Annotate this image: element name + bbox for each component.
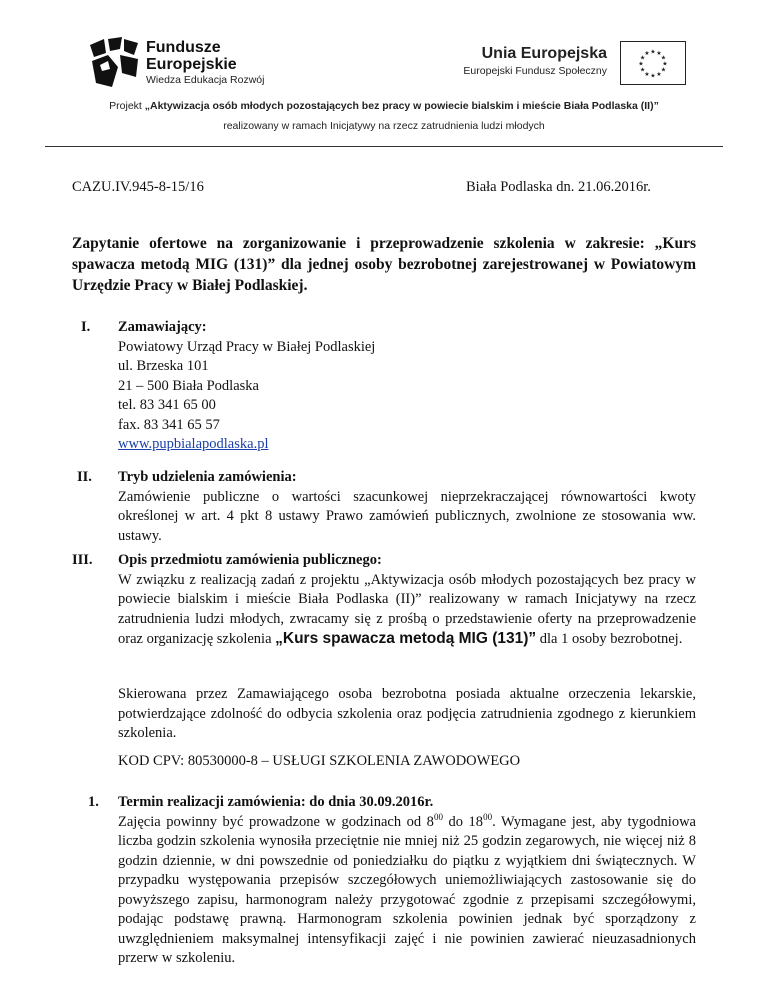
section-2 <box>118 468 696 546</box>
hour-sup-start: 00 <box>433 811 443 822</box>
section-1-number: I. <box>81 319 91 335</box>
eu-star-icon: ★ <box>644 50 650 58</box>
document-signature: CAZU.IV.945-8-15/16 <box>72 179 204 195</box>
eu-star-icon: ★ <box>662 60 668 68</box>
eu-star-icon: ★ <box>639 66 646 74</box>
item-1-heading: Termin realizacji zamówienia: do dnia 30.09.2016r. <box>118 794 434 810</box>
section-3-number: III. <box>72 552 93 568</box>
document-title: Zapytanie ofertowe na zorganizowanie i przeprowadzenie szkolenia w zakresie: „Kurs spawacza metodą MIG (131)” dla jednej osoby bezrobotnej zarejestrowanej w Powiatowym Urzędzie Pracy w Białej Podlaskiej. <box>72 235 696 294</box>
document-date: Biała Podlaska dn. 21.06.2016r. <box>466 179 651 195</box>
eu-star-icon: ★ <box>638 60 644 68</box>
eu-star-icon: ★ <box>660 54 667 62</box>
section-1-line: ul. Brzeska 101 <box>118 358 209 374</box>
course-name: „Kurs spawacza metodą MIG (131)” <box>275 630 537 647</box>
section-2-number: II. <box>77 469 92 485</box>
eu-star-icon: ★ <box>656 50 662 58</box>
cpv-code: KOD CPV: 80530000-8 – USŁUGI SZKOLENIA ZAWODOWEGO <box>118 753 521 769</box>
project-line-2: realizowany w ramach Inicjatywy na rzecz zatrudnienia ludzi młodych <box>223 120 545 132</box>
item-1-number: 1. <box>88 794 99 810</box>
section-3-p1-start: W związku z realizacją zadań z projektu „Aktywizacja osób młodych pozostających bez pracy w powiecie bialskim i mieście Biała Podlaska (II)” realizowany w ramach Inicjatywy na rzecz zatrudnienia ludzi młodych, zwracamy się z prośbą o przedstawienie oferty na przeprowadzenie oraz organizację szkolenia <box>118 571 696 647</box>
section-1-line: tel. 83 341 65 00 <box>118 397 216 413</box>
item-1-text-a: Zajęcia powinny być prowadzone w godzinach od 8 <box>118 813 434 830</box>
section-1-heading: Zamawiający: <box>118 319 207 335</box>
eu-star-icon: ★ <box>650 72 656 80</box>
section-2-text: Zamówienie publiczne o wartości szacunkowej nieprzekraczającej równowartości kwoty określonej w art. 4 pkt 8 ustawy Prawo zamówień publicznych, zwolnione ze stosowania ww. ustawy. <box>118 488 696 544</box>
eu-star-icon: ★ <box>639 54 646 62</box>
section-1-line: Powiatowy Urząd Pracy w Białej Podlaskiej <box>118 338 376 355</box>
item-1-text-b: do 18 <box>442 813 484 830</box>
section-2-heading: Tryb udzielenia zamówienia: <box>118 469 297 485</box>
eu-star-icon: ★ <box>650 48 656 56</box>
ue-logo-line2: Europejski Fundusz Społeczny <box>463 65 607 77</box>
project-name: „Aktywizacja osób młodych pozostających bez pracy w powiecie bialskim i mieście Biała Podlaska (II)” <box>144 100 659 112</box>
section-1 <box>118 318 696 455</box>
eu-star-icon: ★ <box>660 66 667 74</box>
fundusze-europejskie-logo <box>88 37 298 92</box>
section-3-heading: Opis przedmiotu zamówienia publicznego: <box>118 552 382 568</box>
hour-sup-end: 00 <box>483 811 493 822</box>
website-link[interactable]: www.pupbialapodlaska.pl <box>118 436 269 452</box>
section-3 <box>118 551 696 650</box>
project-line <box>0 100 768 112</box>
section-1-line: 21 – 500 Biała Podlaska <box>118 377 259 394</box>
fe-logo-line3: Wiedza Edukacja Rozwój <box>146 74 265 86</box>
eu-flag-icon <box>620 41 686 85</box>
fe-logo-line2: Europejskie <box>146 56 237 73</box>
section-3-paragraph-2: Skierowana przez Zamawiającego osoba bezrobotna posiada aktualne orzeczenia lekarskie, potwierdzające zdolność do odbycia szkolenia oraz podjęcia zatrudnienia zgodnego z kierunkiem szkolenia. <box>118 686 696 741</box>
fe-logo-mark-icon <box>88 37 140 89</box>
eu-star-icon: ★ <box>656 70 662 78</box>
item-1-text-c: . Wymagane jest, aby tygodniowa liczba godzin szkolenia wynosiła przeciętnie nie mniej niż 25 godzin zegarowych, nie więcej niż 8 godzin dziennie, w dni powszednie od poniedziałku do piątku z wyjątkiem dni świątecznych. W przypadku występowania przepisów szczegółowych uniemożliwiających zastosowanie się do powyższego zapisu, harmonogram należy przygotować zgodnie z przepisami szczegółowymi, podając podstawę prawną. Harmonogram szkolenia powinien jednak być sporządzony z uwzględnieniem maksymalnej intensyfikacji zajęć i nie powinien zawierać nieuzasadnionych przerw w szkoleniu. <box>118 813 696 966</box>
project-prefix: Projekt <box>109 100 145 112</box>
section-3-paragraph-1 <box>118 571 696 650</box>
header-divider <box>45 146 723 147</box>
section-3-p1-end: dla 1 osoby bezrobotnej. <box>536 631 683 647</box>
eu-star-icon: ★ <box>644 70 650 78</box>
fe-logo-line1: Fundusze <box>146 39 221 56</box>
item-1-text <box>118 813 696 969</box>
ue-logo-line1: Unia Europejska <box>481 45 607 62</box>
item-1 <box>118 793 696 969</box>
unia-europejska-logo-text <box>463 44 607 79</box>
section-1-line: fax. 83 341 65 57 <box>118 416 220 433</box>
